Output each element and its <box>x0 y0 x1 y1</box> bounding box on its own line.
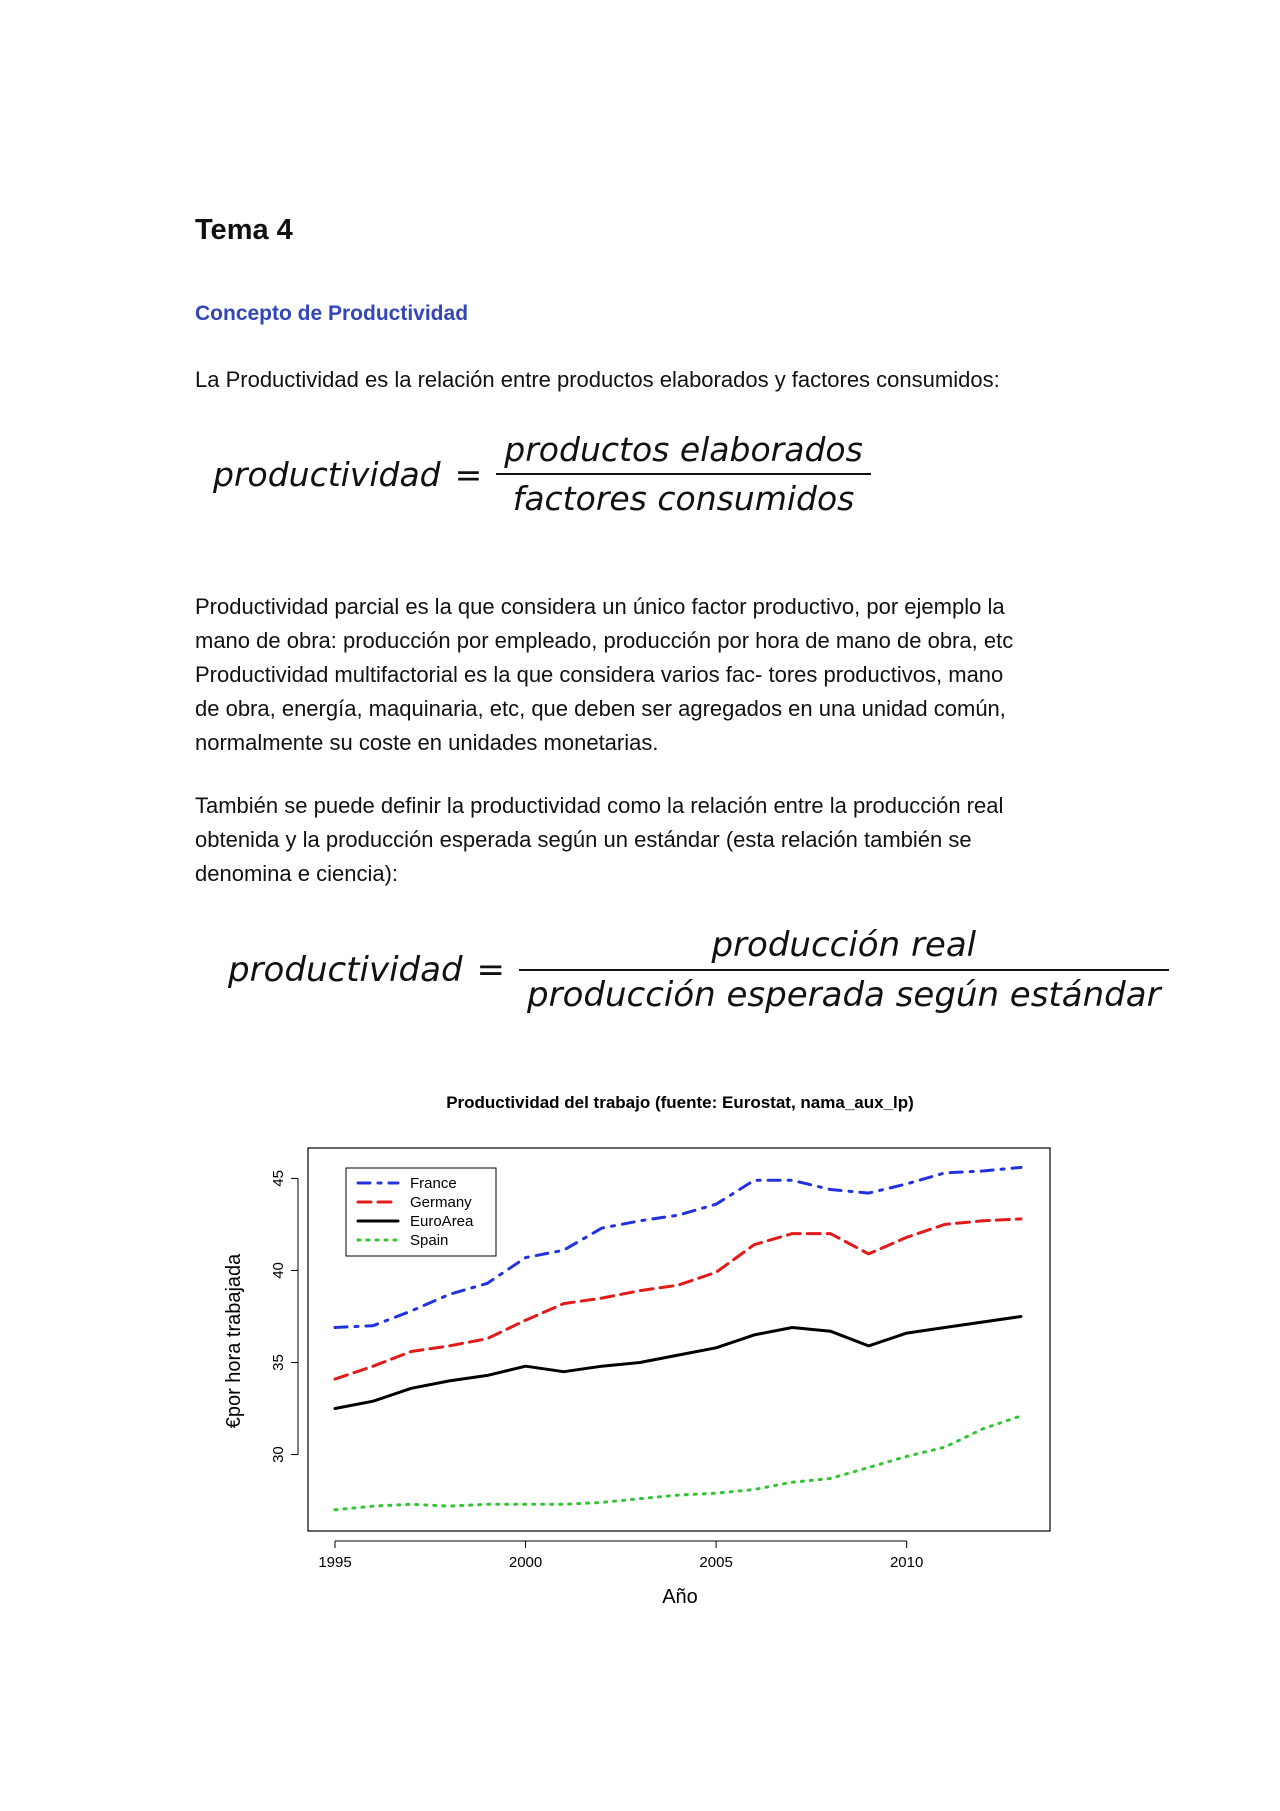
y-tick-label: 40 <box>270 1262 287 1279</box>
y-tick-label: 30 <box>270 1446 287 1463</box>
page-title: Tema 4 <box>195 214 293 246</box>
legend-label: Germany <box>410 1194 472 1211</box>
series-line-euroarea <box>335 1317 1021 1409</box>
paragraph-line: normalmente su coste en unidades monetarias. <box>195 730 659 755</box>
x-axis <box>318 1541 923 1571</box>
x-tick-label: 1995 <box>318 1554 352 1571</box>
formula-lhs: productividad <box>213 454 441 494</box>
productivity-line-chart <box>200 1090 1080 1630</box>
formula-numerator: producción real <box>711 925 977 965</box>
formula-fraction <box>519 925 1169 1015</box>
series-line-spain <box>335 1416 1021 1510</box>
paragraph-line: Productividad parcial es la que considera un único factor productivo, por ejemplo la <box>195 594 1005 619</box>
paragraph-line: obtenida y la producción esperada según un estándar (esta relación también se <box>195 827 972 852</box>
formula-fraction <box>496 430 870 518</box>
y-tick-label: 35 <box>270 1354 287 1371</box>
x-axis-label: Año <box>662 1586 698 1608</box>
paragraph-line: denomina e ciencia): <box>195 861 399 886</box>
y-axis <box>270 1170 298 1463</box>
formula-denominator: factores consumidos <box>512 479 855 518</box>
formula-denominator: producción esperada según estándar <box>527 975 1161 1015</box>
y-axis-label: €por hora trabajada <box>223 1253 245 1429</box>
chart-legend <box>346 1168 496 1256</box>
x-tick-label: 2000 <box>508 1554 543 1571</box>
efficiency-formula <box>228 925 1169 1015</box>
formula-lhs: productividad <box>228 950 463 990</box>
section-title: Concepto de Productividad <box>195 302 469 325</box>
paragraph-line: Productividad multifactorial es la que considera varios fac- tores productivos, mano <box>195 662 1004 687</box>
x-tick-label: 2005 <box>699 1554 733 1571</box>
paragraph-line: de obra, energía, maquinaria, etc, que deben ser agregados en una unidad común, <box>195 696 1006 721</box>
productivity-formula <box>213 430 871 518</box>
formula-numerator: productos elaborados <box>504 430 863 469</box>
legend-label: France <box>410 1175 457 1192</box>
paragraph-line: También se puede definir la productividad como la relación entre la producción real <box>195 793 1004 818</box>
intro-paragraph: La Productividad es la relación entre productos elaborados y factores consumidos: <box>195 367 1000 392</box>
paragraph-line: mano de obra: producción por empleado, producción por hora de mano de obra, etc <box>195 628 1014 653</box>
formula-equals: = <box>476 950 506 990</box>
partial-productivity-paragraph <box>195 590 1095 760</box>
legend-label: Spain <box>410 1232 449 1249</box>
formula-equals: = <box>454 454 483 494</box>
efficiency-paragraph <box>195 789 1095 891</box>
x-tick-label: 2010 <box>889 1554 924 1571</box>
legend-label: EuroArea <box>410 1213 474 1230</box>
y-tick-label: 45 <box>270 1170 287 1187</box>
chart-title: Productividad del trabajo (fuente: Eurostat, nama_aux_lp) <box>446 1093 914 1112</box>
